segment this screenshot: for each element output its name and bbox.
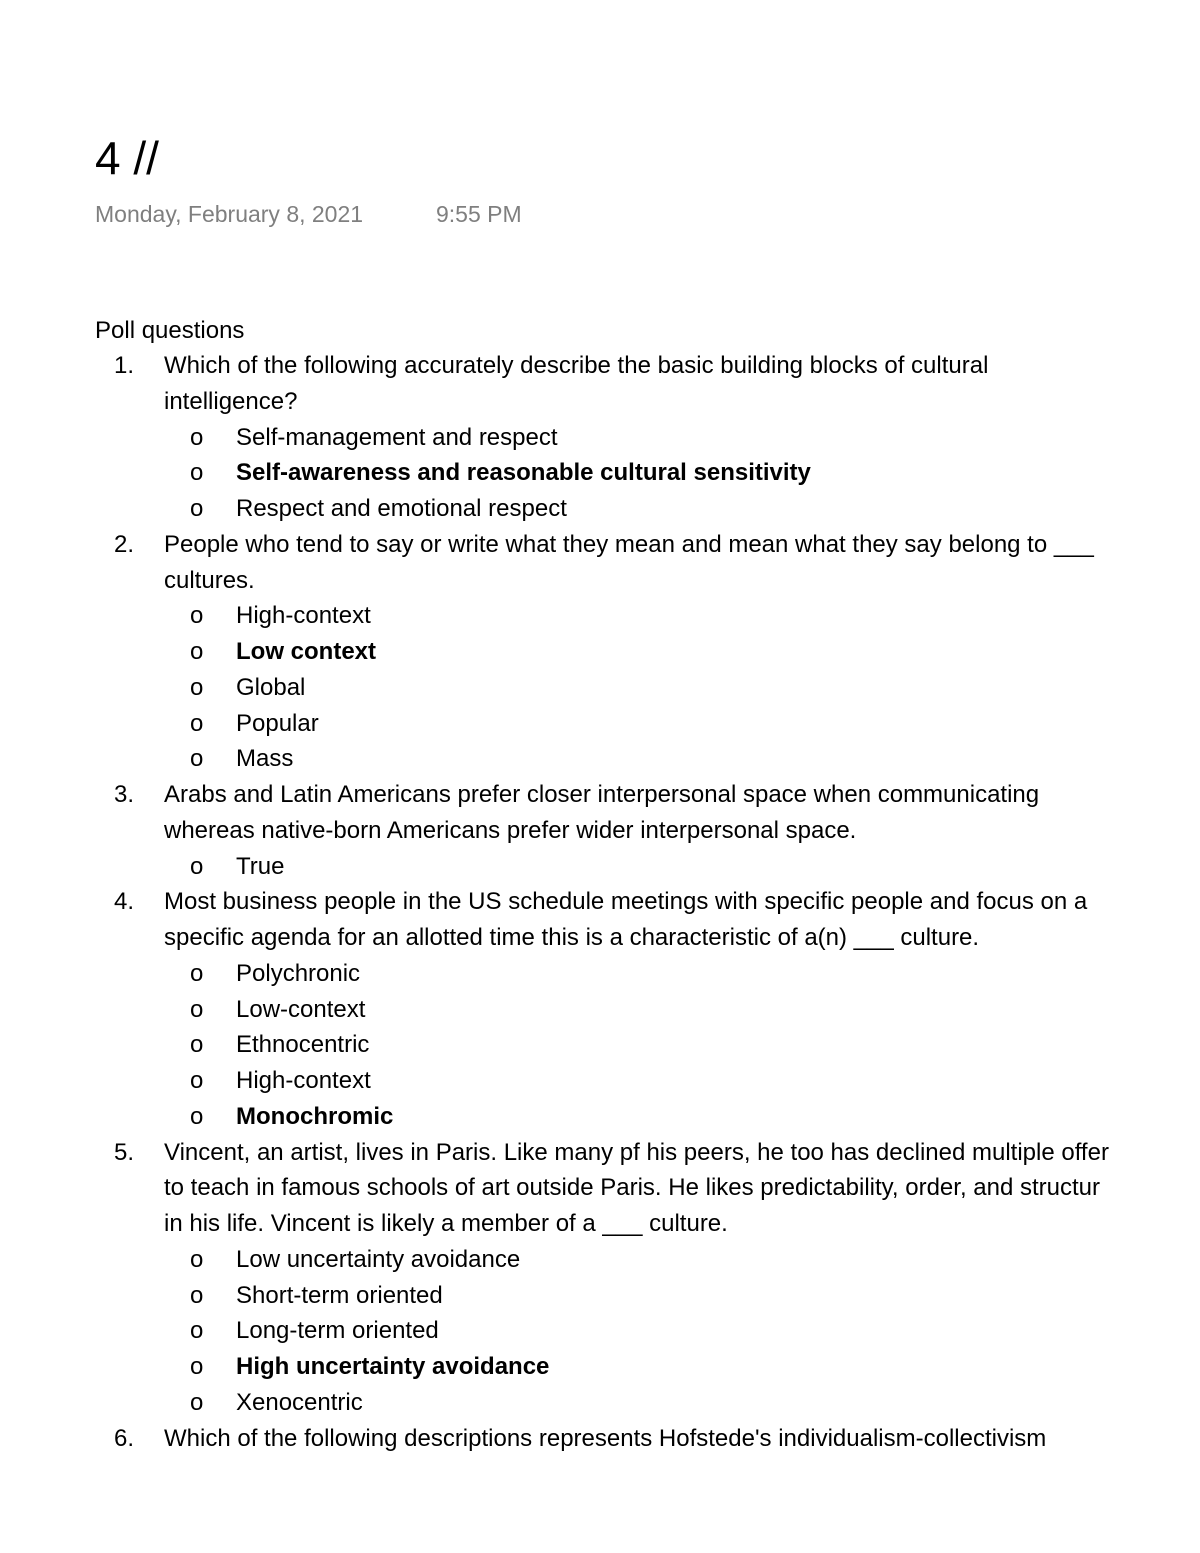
question-text: Which of the following descriptions represents Hofstede's individualism-collectivism: [164, 1424, 1047, 1452]
answer-option: Long-term oriented: [236, 1317, 439, 1345]
bullet-icon: o: [190, 1102, 204, 1130]
answer-option: Ethnocentric: [236, 1031, 370, 1059]
bullet-icon: o: [190, 745, 204, 773]
bullet-icon: o: [190, 638, 204, 665]
question-number: 4.: [114, 888, 135, 916]
question-text: Most business people in the US schedule meetings with specific people and focus on a: [164, 888, 1088, 916]
bullet-icon: o: [190, 852, 204, 880]
question-number: 2.: [114, 530, 135, 558]
bullet-icon: o: [190, 1031, 204, 1059]
question-text: in his life. Vincent is likely a member of a ___ culture.: [164, 1210, 728, 1237]
answer-option: Low uncertainty avoidance: [236, 1245, 521, 1273]
answer-option: Low-context: [236, 995, 366, 1023]
answer-option: Polychronic: [236, 959, 361, 987]
page-title: 4 //: [95, 132, 159, 184]
answer-option-correct: High uncertainty avoidance: [236, 1353, 550, 1380]
question-text: intelligence?: [164, 387, 298, 415]
question-text: to teach in famous schools of art outside Paris. He likes predictability, order, and structur: [164, 1174, 1100, 1202]
question-number: 3.: [114, 781, 135, 808]
bullet-icon: o: [190, 1388, 204, 1416]
bullet-icon: o: [190, 673, 204, 701]
bullet-icon: o: [190, 1317, 204, 1345]
answer-option: True: [236, 852, 285, 880]
answer-option: Self-management and respect: [236, 423, 558, 451]
answer-option: High-context: [236, 1067, 371, 1094]
answer-option: Popular: [236, 709, 319, 737]
answer-option: Xenocentric: [236, 1388, 363, 1416]
bullet-icon: o: [190, 423, 204, 451]
question-text: Vincent, an artist, lives in Paris. Like many pf his peers, he too has declined multiple offer: [164, 1138, 1109, 1166]
answer-option: Respect and emotional respect: [236, 495, 567, 522]
question-text: People who tend to say or write what they mean and mean what they say belong to ___: [164, 530, 1094, 558]
bullet-icon: o: [190, 959, 204, 987]
question-text: whereas native-born Americans prefer wider interpersonal space.: [164, 816, 857, 844]
question-number: 5.: [114, 1138, 135, 1166]
bullet-icon: o: [190, 459, 204, 487]
question-text: cultures.: [164, 566, 255, 594]
question-number: 6.: [114, 1424, 135, 1452]
answer-option: Mass: [236, 745, 294, 773]
bullet-icon: o: [190, 1281, 204, 1309]
question-text: Which of the following accurately describe the basic building blocks of cultural: [164, 352, 989, 379]
page-time: 9:55 PM: [436, 201, 522, 227]
bullet-icon: o: [190, 1245, 204, 1273]
answer-option-correct: Monochromic: [236, 1102, 394, 1130]
answer-option: Global: [236, 673, 306, 701]
question-text: specific agenda for an allotted time this is a characteristic of a(n) ___ culture.: [164, 924, 980, 951]
bullet-icon: o: [190, 495, 204, 522]
bullet-icon: o: [190, 602, 204, 630]
question-number: 1.: [114, 352, 135, 379]
answer-option-correct: Low context: [236, 638, 377, 665]
answer-option: Short-term oriented: [236, 1281, 443, 1309]
bullet-icon: o: [190, 709, 204, 737]
bullet-icon: o: [190, 995, 204, 1023]
answer-option: High-context: [236, 602, 371, 630]
bullet-icon: o: [190, 1067, 204, 1094]
section-heading: Poll questions: [95, 317, 245, 344]
page-date: Monday, February 8, 2021: [95, 201, 364, 227]
answer-option-correct: Self-awareness and reasonable cultural sensitivity: [236, 459, 811, 487]
bullet-icon: o: [190, 1353, 204, 1380]
question-text: Arabs and Latin Americans prefer closer interpersonal space when communicating: [164, 781, 1040, 808]
